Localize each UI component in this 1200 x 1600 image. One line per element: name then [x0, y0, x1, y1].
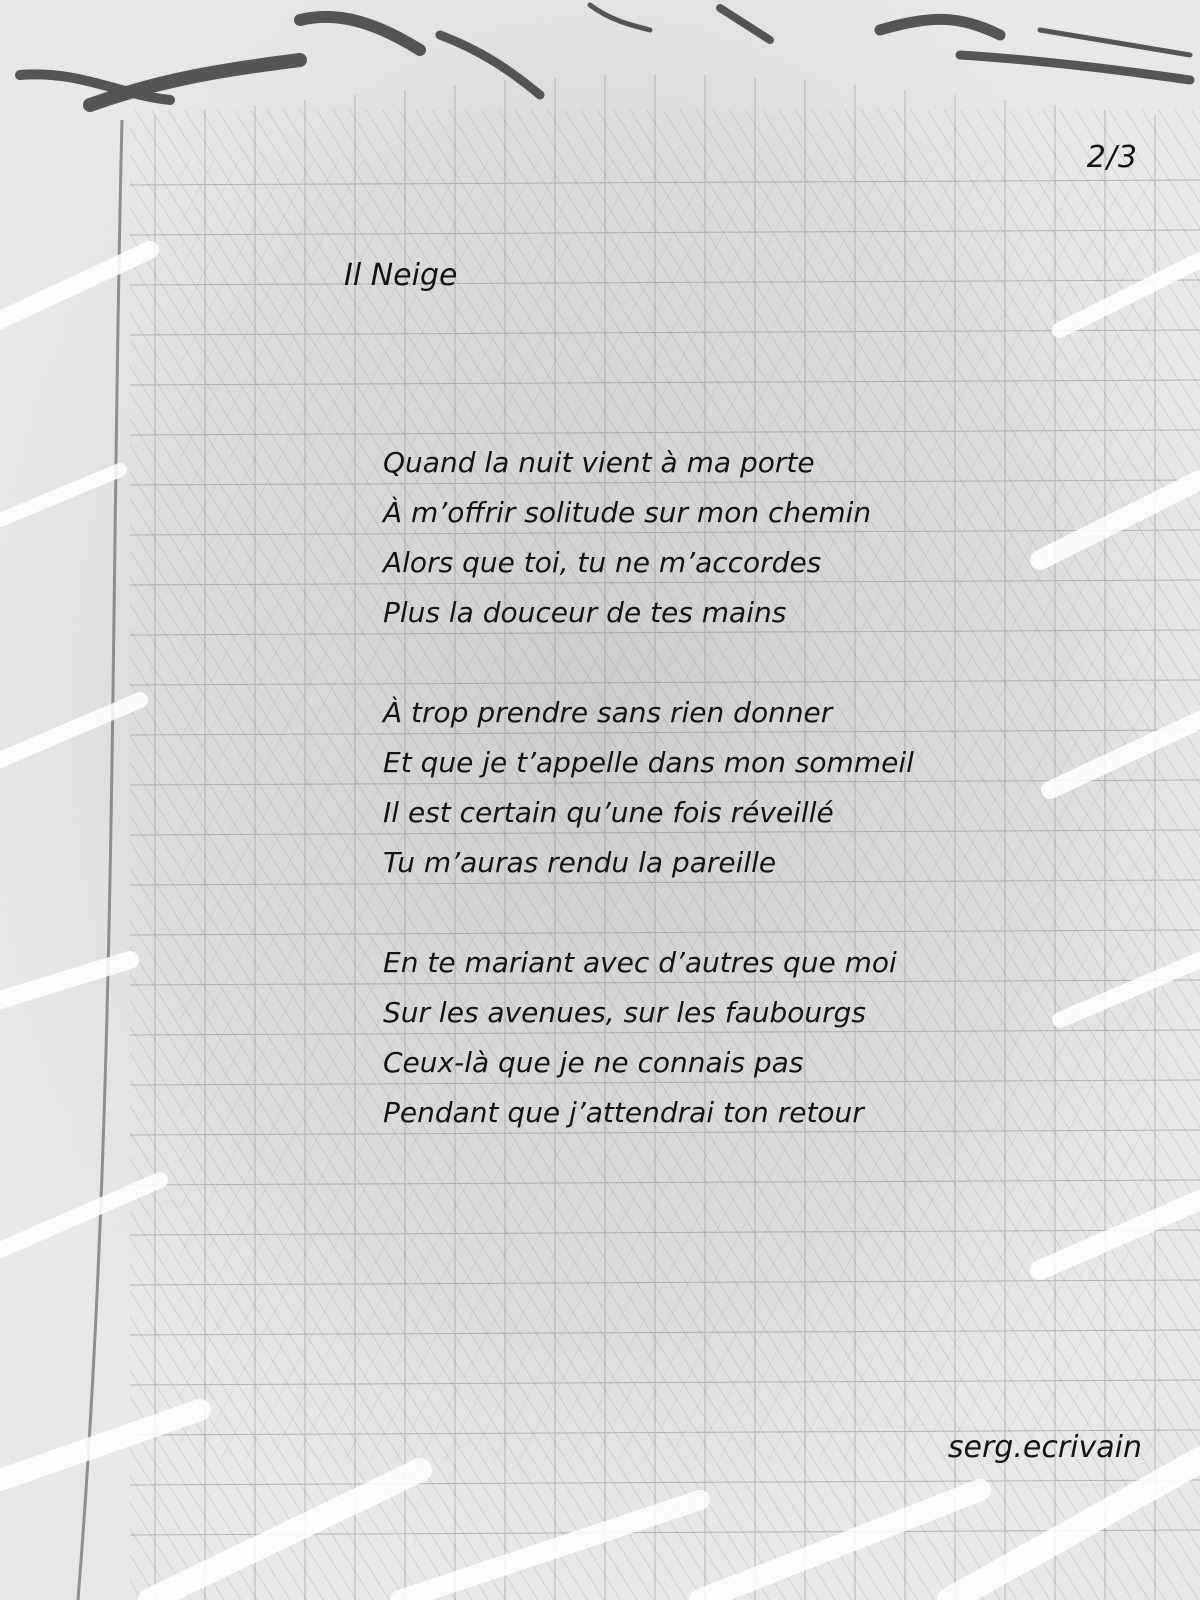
verse-line: Et que je t’appelle dans mon sommeil [383, 746, 914, 779]
stanza-3 [383, 938, 1083, 1138]
verse-line: Plus la douceur de tes mains [383, 596, 787, 629]
verse-line: Pendant que j’attendrai ton retour [383, 1096, 864, 1129]
verse-line: Tu m’auras rendu la pareille [383, 846, 777, 879]
verse-line: À trop prendre sans rien donner [383, 696, 833, 729]
verse-line: Il est certain qu’une fois réveillé [383, 796, 834, 829]
author-signature: serg.ecrivain [947, 1430, 1142, 1465]
stanza-1 [383, 438, 1083, 638]
verse-line: Ceux-là que je ne connais pas [383, 1046, 804, 1079]
poem-title: Il Neige [344, 258, 458, 293]
verse-line: Sur les avenues, sur les faubourgs [383, 996, 867, 1029]
verse-line: En te mariant avec d’autres que moi [383, 946, 897, 979]
verse-line: Alors que toi, tu ne m’accordes [383, 546, 822, 579]
poem-body [383, 438, 1083, 1188]
page-number: 2/3 [1086, 140, 1138, 175]
verse-line: Quand la nuit vient à ma porte [383, 446, 815, 479]
stanza-2 [383, 688, 1083, 888]
verse-line: À m’offrir solitude sur mon chemin [383, 496, 872, 529]
